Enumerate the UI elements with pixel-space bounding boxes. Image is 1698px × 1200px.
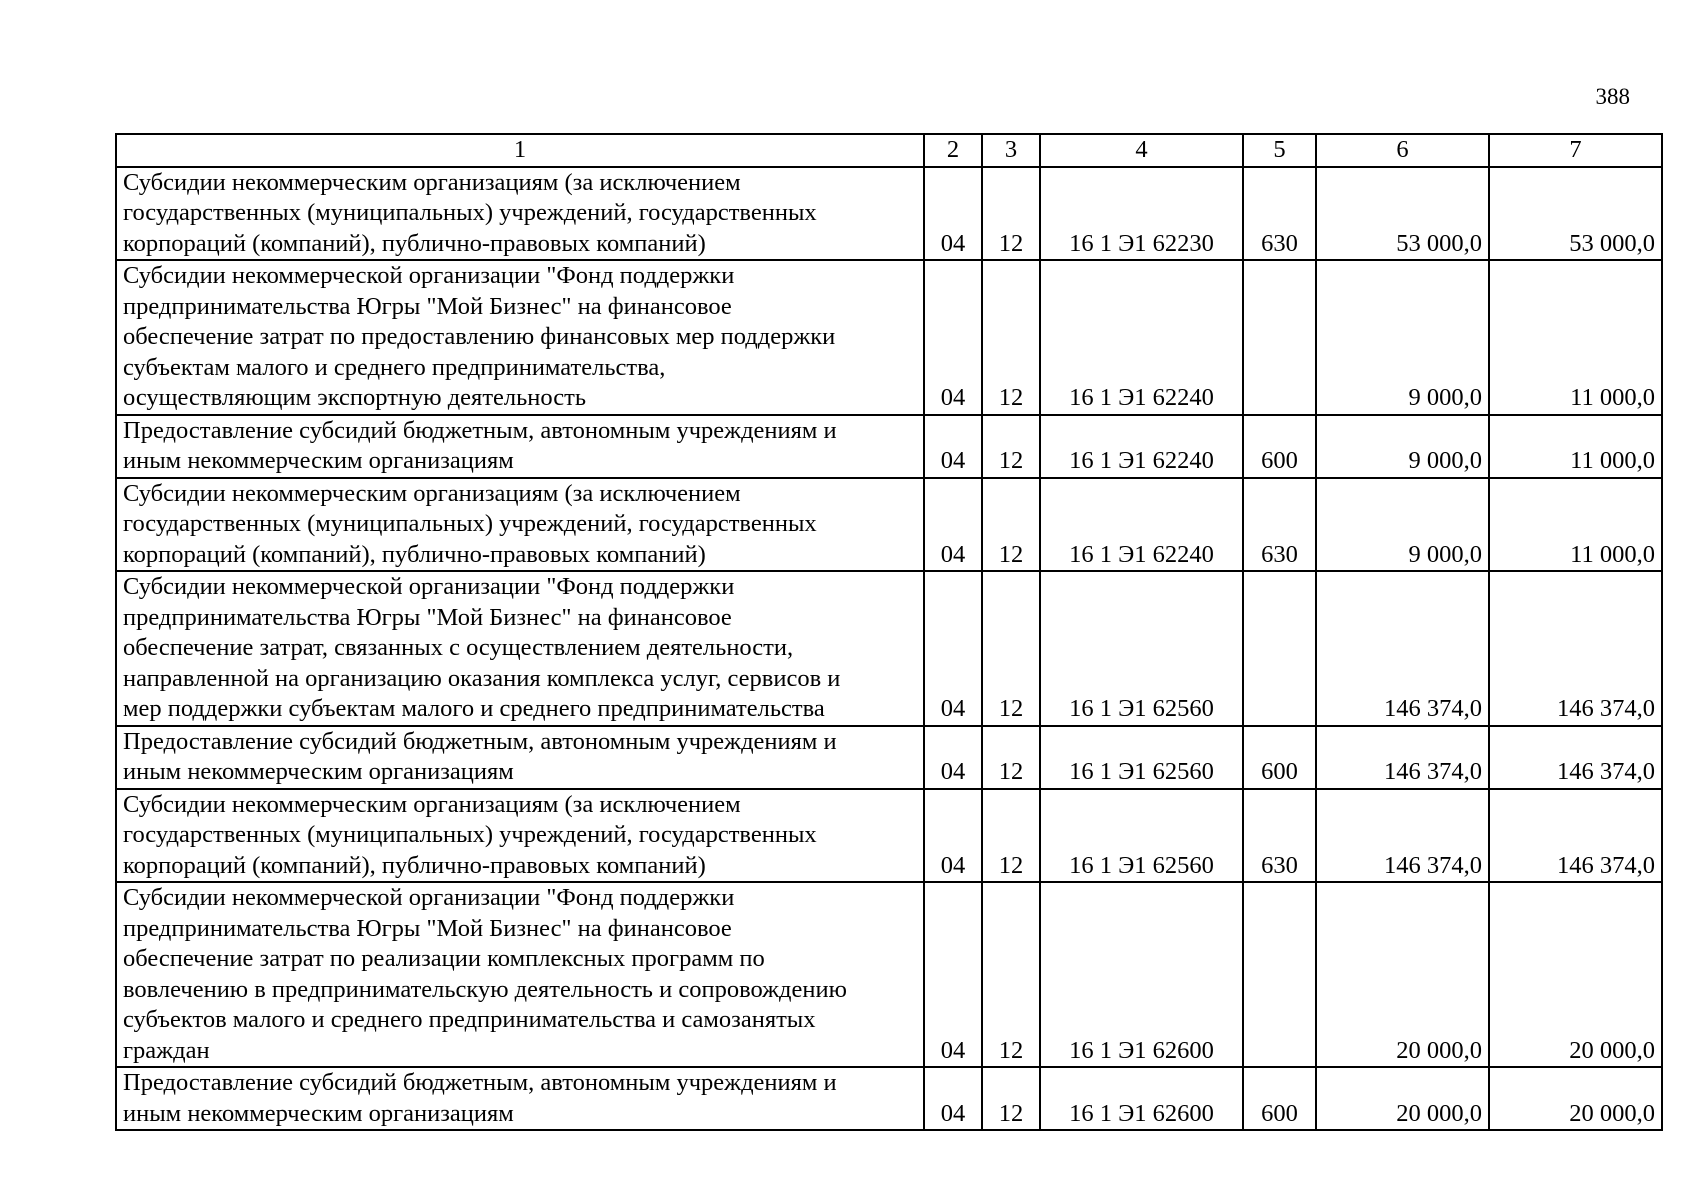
row-name-line: Субсидии некоммерческим организациям (за исключением <box>123 479 741 507</box>
row-name-cell <box>116 260 924 415</box>
subsection-code-cell: 12 <box>982 789 1040 883</box>
section-code-cell: 04 <box>924 478 982 572</box>
subsection-code-cell: 12 <box>982 1067 1040 1130</box>
expense-type-cell: 630 <box>1243 167 1316 261</box>
row-name-line: обеспечение затрат, связанных с осуществлением деятельности, <box>123 634 794 661</box>
row-name-line: Предоставление субсидий бюджетным, автономным учреждениям и <box>123 727 837 755</box>
amount-col7-cell: 146 374,0 <box>1489 726 1662 789</box>
page-number: 388 <box>1595 84 1630 109</box>
table-row <box>116 260 1662 415</box>
expense-type-cell <box>1243 882 1316 1067</box>
table-row <box>116 478 1662 572</box>
row-name-line: предпринимательства Югры "Мой Бизнес" на финансовое <box>123 292 732 320</box>
target-article-cell: 16 1 Э1 62240 <box>1040 260 1243 415</box>
row-name-line: иным некоммерческим организациям <box>123 1099 514 1127</box>
table-header <box>116 134 1662 167</box>
row-name-line: направленной на организацию оказания комплекса услуг, сервисов и <box>123 664 841 692</box>
header-row <box>116 134 1662 167</box>
amount-col6-cell: 20 000,0 <box>1316 882 1489 1067</box>
row-name-line: государственных (муниципальных) учреждений, государственных <box>123 199 817 226</box>
row-name-cell <box>116 1067 924 1130</box>
subsection-code-cell: 12 <box>982 260 1040 415</box>
row-name-line: предпринимательства Югры "Мой Бизнес" на финансовое <box>123 914 732 942</box>
amount-col7-cell: 11 000,0 <box>1489 478 1662 572</box>
expense-type-cell: 630 <box>1243 478 1316 572</box>
table-row <box>116 415 1662 478</box>
row-name-line: корпораций (компаний), публично-правовых компаний) <box>123 540 706 568</box>
column-header-2: 2 <box>924 134 982 167</box>
subsection-code-cell: 12 <box>982 478 1040 572</box>
column-header-5: 5 <box>1243 134 1316 167</box>
expense-type-cell: 600 <box>1243 1067 1316 1130</box>
amount-col7-cell: 53 000,0 <box>1489 167 1662 261</box>
expense-type-cell: 630 <box>1243 789 1316 883</box>
row-name-line: Субсидии некоммерческой организации "Фонд поддержки <box>123 262 735 289</box>
column-header-1: 1 <box>116 134 924 167</box>
table-row <box>116 882 1662 1067</box>
expense-type-cell <box>1243 571 1316 726</box>
row-name-line: осуществляющим экспортную деятельность <box>123 384 587 411</box>
target-article-cell: 16 1 Э1 62240 <box>1040 415 1243 478</box>
column-header-4: 4 <box>1040 134 1243 167</box>
expense-type-cell <box>1243 260 1316 415</box>
column-header-6: 6 <box>1316 134 1489 167</box>
table-row <box>116 571 1662 726</box>
row-name-line: Предоставление субсидий бюджетным, автономным учреждениям и <box>123 1069 837 1096</box>
budget-table <box>115 133 1663 1131</box>
row-name-line: вовлечению в предпринимательскую деятельность и сопровождению <box>123 975 847 1003</box>
row-name-cell <box>116 167 924 261</box>
amount-col7-cell: 146 374,0 <box>1489 571 1662 726</box>
row-name-line: Субсидии некоммерческим организациям (за исключением <box>123 168 741 196</box>
amount-col6-cell: 146 374,0 <box>1316 789 1489 883</box>
row-name-line: корпораций (компаний), публично-правовых компаний) <box>123 229 706 257</box>
table-row <box>116 789 1662 883</box>
expense-type-cell: 600 <box>1243 415 1316 478</box>
row-name-line: государственных (муниципальных) учреждений, государственных <box>123 510 817 537</box>
column-header-3: 3 <box>982 134 1040 167</box>
row-name-cell <box>116 789 924 883</box>
amount-col7-cell: 11 000,0 <box>1489 260 1662 415</box>
amount-col6-cell: 9 000,0 <box>1316 478 1489 572</box>
row-name-line: иным некоммерческим организациям <box>123 447 514 474</box>
amount-col6-cell: 9 000,0 <box>1316 260 1489 415</box>
amount-col6-cell: 53 000,0 <box>1316 167 1489 261</box>
section-code-cell: 04 <box>924 882 982 1067</box>
row-name-line: граждан <box>123 1036 210 1064</box>
target-article-cell: 16 1 Э1 62560 <box>1040 571 1243 726</box>
amount-col6-cell: 146 374,0 <box>1316 726 1489 789</box>
row-name-line: государственных (муниципальных) учреждений, государственных <box>123 821 817 848</box>
table-row <box>116 167 1662 261</box>
row-name-cell <box>116 415 924 478</box>
subsection-code-cell: 12 <box>982 415 1040 478</box>
target-article-cell: 16 1 Э1 62600 <box>1040 1067 1243 1130</box>
expense-type-cell: 600 <box>1243 726 1316 789</box>
row-name-line: предпринимательства Югры "Мой Бизнес" на финансовое <box>123 603 732 631</box>
section-code-cell: 04 <box>924 260 982 415</box>
row-name-line: Предоставление субсидий бюджетным, автономным учреждениям и <box>123 416 837 444</box>
section-code-cell: 04 <box>924 789 982 883</box>
table-row <box>116 726 1662 789</box>
amount-col6-cell: 20 000,0 <box>1316 1067 1489 1130</box>
row-name-line: мер поддержки субъектам малого и среднего предпринимательства <box>123 695 825 722</box>
row-name-line: Субсидии некоммерческой организации "Фонд поддержки <box>123 884 735 911</box>
target-article-cell: 16 1 Э1 62600 <box>1040 882 1243 1067</box>
row-name-line: субъектов малого и среднего предпринимательства и самозанятых <box>123 1006 816 1033</box>
section-code-cell: 04 <box>924 726 982 789</box>
amount-col7-cell: 20 000,0 <box>1489 882 1662 1067</box>
subsection-code-cell: 12 <box>982 167 1040 261</box>
row-name-line: субъектам малого и среднего предпринимательства, <box>123 353 666 381</box>
row-name-line: иным некоммерческим организациям <box>123 758 514 785</box>
subsection-code-cell: 12 <box>982 571 1040 726</box>
row-name-line: Субсидии некоммерческим организациям (за исключением <box>123 790 741 818</box>
section-code-cell: 04 <box>924 571 982 726</box>
amount-col7-cell: 20 000,0 <box>1489 1067 1662 1130</box>
row-name-line: корпораций (компаний), публично-правовых компаний) <box>123 851 706 879</box>
subsection-code-cell: 12 <box>982 726 1040 789</box>
amount-col6-cell: 9 000,0 <box>1316 415 1489 478</box>
amount-col7-cell: 11 000,0 <box>1489 415 1662 478</box>
amount-col7-cell: 146 374,0 <box>1489 789 1662 883</box>
target-article-cell: 16 1 Э1 62560 <box>1040 789 1243 883</box>
section-code-cell: 04 <box>924 1067 982 1130</box>
row-name-cell <box>116 726 924 789</box>
target-article-cell: 16 1 Э1 62560 <box>1040 726 1243 789</box>
section-code-cell: 04 <box>924 415 982 478</box>
table-body <box>116 167 1662 1131</box>
column-header-7: 7 <box>1489 134 1662 167</box>
row-name-cell <box>116 478 924 572</box>
row-name-line: Субсидии некоммерческой организации "Фонд поддержки <box>123 573 735 600</box>
row-name-line: обеспечение затрат по предоставлению финансовых мер поддержки <box>123 323 836 350</box>
target-article-cell: 16 1 Э1 62230 <box>1040 167 1243 261</box>
row-name-cell <box>116 571 924 726</box>
row-name-line: обеспечение затрат по реализации комплексных программ по <box>123 945 765 972</box>
amount-col6-cell: 146 374,0 <box>1316 571 1489 726</box>
row-name-cell <box>116 882 924 1067</box>
subsection-code-cell: 12 <box>982 882 1040 1067</box>
table-row <box>116 1067 1662 1130</box>
target-article-cell: 16 1 Э1 62240 <box>1040 478 1243 572</box>
section-code-cell: 04 <box>924 167 982 261</box>
